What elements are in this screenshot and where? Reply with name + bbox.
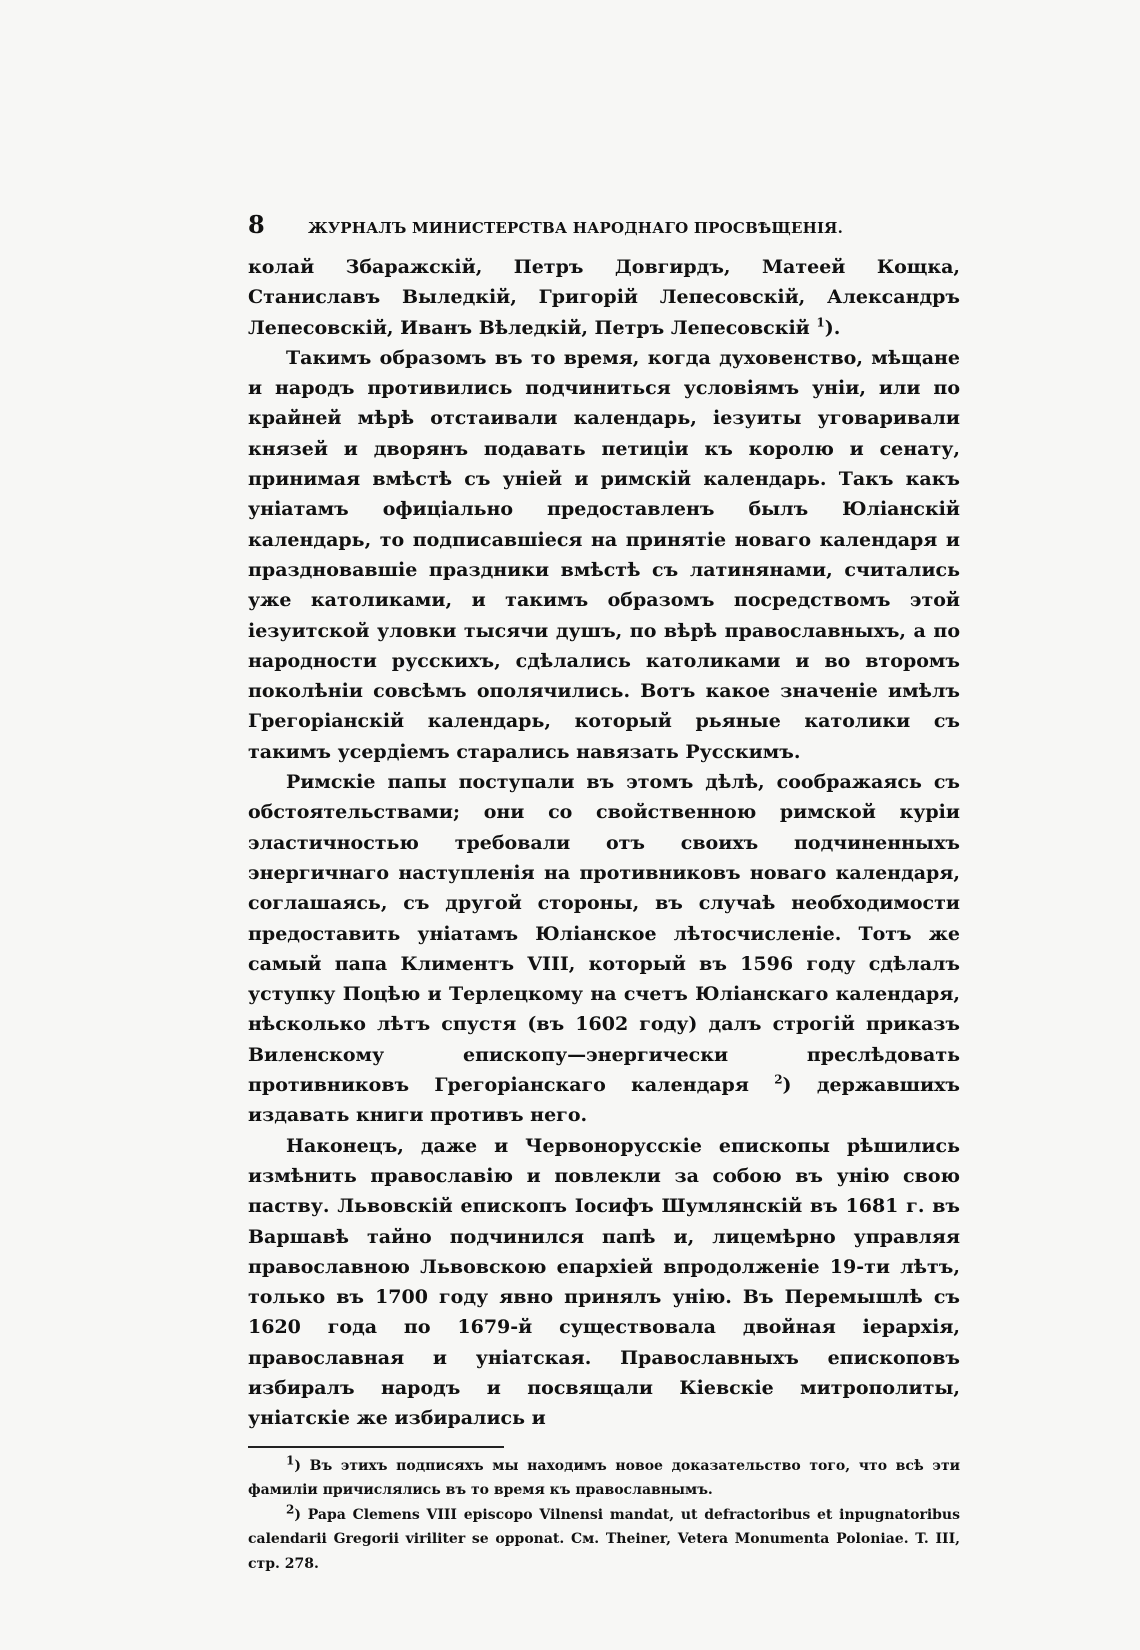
footnote-ref-1: 1 xyxy=(816,315,825,330)
journal-title: ЖУРНАЛЪ МИНИСТЕРСТВА НАРОДНАГО ПРОСВѢЩЕНІЯ. xyxy=(308,219,844,237)
footnote-divider xyxy=(248,1446,504,1448)
paragraph-3 xyxy=(248,767,960,1131)
footnote-2-mark: 2 xyxy=(286,1501,295,1516)
paragraph-4: Наконецъ, даже и Червонорусскіе епископы рѣшились измѣнить православію и повлекли за собою въ унію свою паству. Львовскій епископъ Іосифъ Шумлянскій въ 1681 г. въ Варшавѣ тайно подчинился папѣ и, лицемѣрно управляя православною Львовскою епархіей впродолженіе 19-ти лѣтъ, только въ 1700 году явно принялъ унію. Въ Перемышлѣ съ 1620 года по 1679-й существовала двойная іерархія, православная и уніатская. Православныхъ епископовъ избиралъ народъ и посвящали Кіевскіе митрополиты, уніатскіе же избирались и xyxy=(248,1134,960,1430)
page-content xyxy=(248,210,960,1576)
page-number: 8 xyxy=(248,210,265,239)
footnote-2 xyxy=(248,1503,960,1577)
paragraph-3-end: ) державшихъ издавать книги противъ него. xyxy=(248,1074,960,1127)
footnote-ref-2: 2 xyxy=(774,1072,783,1087)
footnote-1 xyxy=(248,1454,960,1503)
paragraph-1 xyxy=(248,252,960,343)
footnote-1-mark: 1 xyxy=(286,1452,295,1467)
paragraph-3-text: Римскіе папы поступали въ этомъ дѣлѣ, соображаясь съ обстоятельствами; они со свойственною римской куріи эластичностью требовали отъ своихъ подчиненныхъ энергичнаго наступленія на противниковъ новаго календаря, соглашаясь, съ другой стороны, въ случаѣ необходимости предоставить уніатамъ Юліанское лѣтосчисленіе. Тотъ же самый папа Климентъ VIII, который въ 1596 году сдѣлалъ уступку Поцѣю и Терлецкому на счетъ Юліанскаго календаря, нѣсколько лѣтъ спустя (въ 1602 году) далъ строгій приказъ Виленскому епископу—энергически преслѣдовать противниковъ Грегоріанскаго календаря xyxy=(248,771,960,1097)
running-head xyxy=(248,210,960,250)
footnote-1-text: ) Въ этихъ подписяхъ мы находимъ новое доказательство того, что всѣ эти фамиліи причислялись въ то время къ православнымъ. xyxy=(248,1457,960,1499)
paragraph-2: Такимъ образомъ въ то время, когда духовенство, мѣщане и народъ противились подчиниться условіямъ уніи, или по крайней мѣрѣ отстаивали календарь, іезуиты уговаривали князей и дворянъ подавать петиціи къ королю и сенату, принимая вмѣстѣ съ уніей и римскій календарь. Такъ какъ уніатамъ офиціально предоставленъ былъ Юліанскій календарь, то подписавшіеся на принятіе новаго календаря и праздновавшіе праздники вмѣстѣ съ латинянами, считались уже католиками, и такимъ образомъ посредствомъ этой іезуитской уловки тысячи душъ, по вѣрѣ православныхъ, а по народности русскихъ, сдѣлались католиками и во второмъ поколѣніи совсѣмъ ополячились. Вотъ какое значеніе имѣлъ Грегоріанскій календарь, который рьяные католики съ такимъ усердіемъ старались навязать Русскимъ. xyxy=(248,346,960,763)
paragraph-1-end: ). xyxy=(824,316,841,339)
footnote-2-text: ) Papa Clemens VIII episcopo Vilnensi mandat, ut defractoribus et inpugnatoribus calendarii Gregorii viriliter se opponat. См. Theiner, Vetera Monumenta Poloniae. T. III, стр. 278. xyxy=(248,1506,960,1572)
footnotes xyxy=(248,1454,960,1577)
paragraph-1-text: колай Збаражскій, Петръ Довгирдъ, Матеей Кощка, Станиславъ Выледкій, Григорій Лепесовскій, Александръ Лепесовскій, Иванъ Вѣледкій, Петръ Лепесовскій xyxy=(248,256,960,339)
main-text xyxy=(248,252,960,1434)
